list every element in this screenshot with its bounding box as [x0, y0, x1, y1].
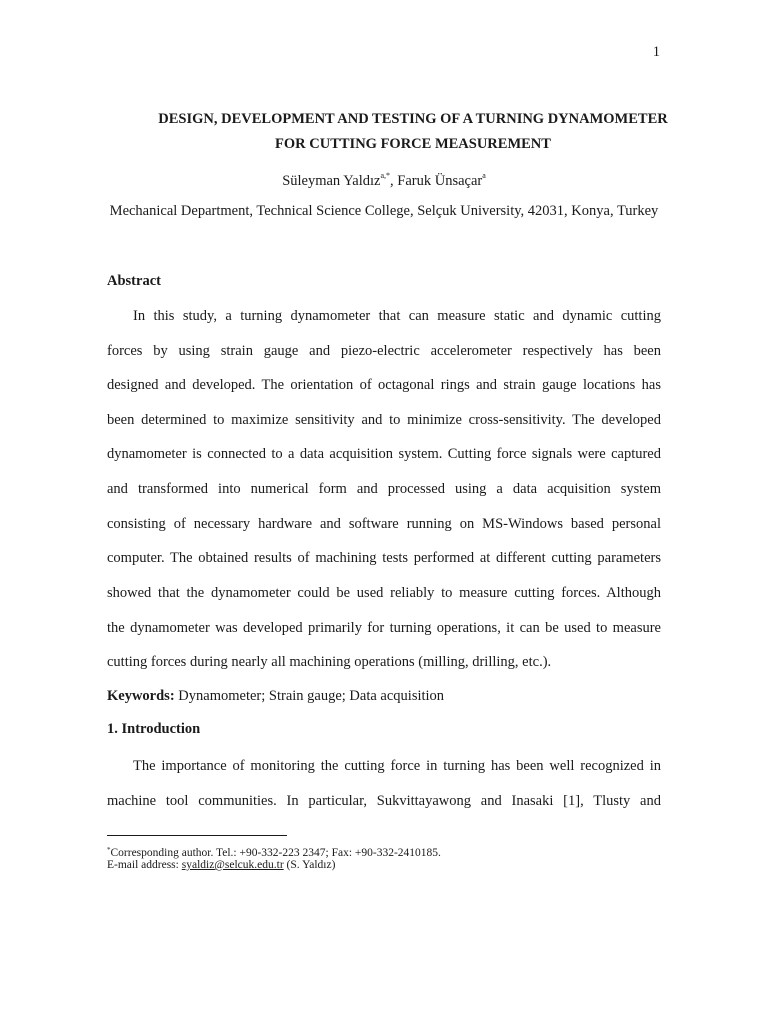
title-line-1: DESIGN, DEVELOPMENT AND TESTING OF A TURNING DYNAMOMETER — [158, 111, 668, 127]
paper-title — [60, 107, 766, 157]
title-line-2: FOR CUTTING FORCE MEASUREMENT — [275, 136, 551, 152]
author-1-affiliation-mark: a,* — [380, 171, 391, 180]
author-2-affiliation-mark: a — [482, 171, 486, 180]
keywords-text: Dynamometer; Strain gauge; Data acquisition — [174, 688, 445, 704]
introduction-line: machine tool communities. In particular, Sukvittayawong and Inasaki [1], Tlusty and — [107, 793, 661, 809]
keywords — [107, 686, 661, 706]
abstract-line: cutting forces during nearly all machining operations (milling, drilling, etc.). — [107, 654, 552, 670]
abstract-heading: Abstract — [107, 273, 161, 289]
author-separator: , — [390, 173, 398, 189]
footnote-contact: Corresponding author. Tel.: +90-332-223 2347; Fax: +90-332-2410185. — [110, 847, 441, 859]
abstract-line: forces by using strain gauge and piezo-electric accelerometer respectively has been — [107, 343, 661, 359]
introduction-heading: 1. Introduction — [107, 721, 201, 737]
footnote-email — [107, 858, 335, 873]
introduction-line: The importance of monitoring the cutting force in turning has been well recognized in — [133, 758, 661, 774]
footnote-marker: * — [107, 846, 111, 854]
abstract-line: and transformed into numerical form and processed using a data acquisition system — [107, 481, 661, 497]
page-number: 1 — [652, 44, 660, 60]
footnote-divider — [107, 835, 287, 836]
email-owner: (S. Yaldız) — [283, 859, 336, 871]
abstract-line: designed and developed. The orientation of octagonal rings and strain gauge locations has — [107, 377, 661, 393]
abstract-line: the dynamometer was developed primarily for turning operations, it can be used to measure — [107, 620, 661, 636]
author-1-name: Süleyman Yaldız — [282, 173, 381, 189]
abstract-line: consisting of necessary hardware and software running on MS-Windows based personal — [107, 516, 661, 532]
abstract-line: been determined to maximize sensitivity and to minimize cross-sensitivity. The developed — [107, 412, 661, 428]
email-label: E-mail address: — [107, 859, 182, 871]
author-2-name: Faruk Ünsaçar — [397, 173, 483, 189]
author-list — [0, 171, 768, 190]
abstract-line: computer. The obtained results of machining tests performed at different cutting parameters — [107, 550, 661, 566]
affiliation: Mechanical Department, Technical Science College, Selçuk University, 42031, Konya, Turkey — [109, 203, 659, 219]
keywords-label: Keywords: — [107, 688, 175, 704]
abstract-line: showed that the dynamometer could be used reliably to measure cutting forces. Although — [107, 585, 661, 601]
abstract-line: In this study, a turning dynamometer that can measure static and dynamic cutting — [133, 308, 661, 324]
abstract-line: dynamometer is connected to a data acquisition system. Cutting force signals were captured — [107, 446, 661, 462]
email-link[interactable]: syaldiz@selcuk.edu.tr — [181, 859, 284, 871]
